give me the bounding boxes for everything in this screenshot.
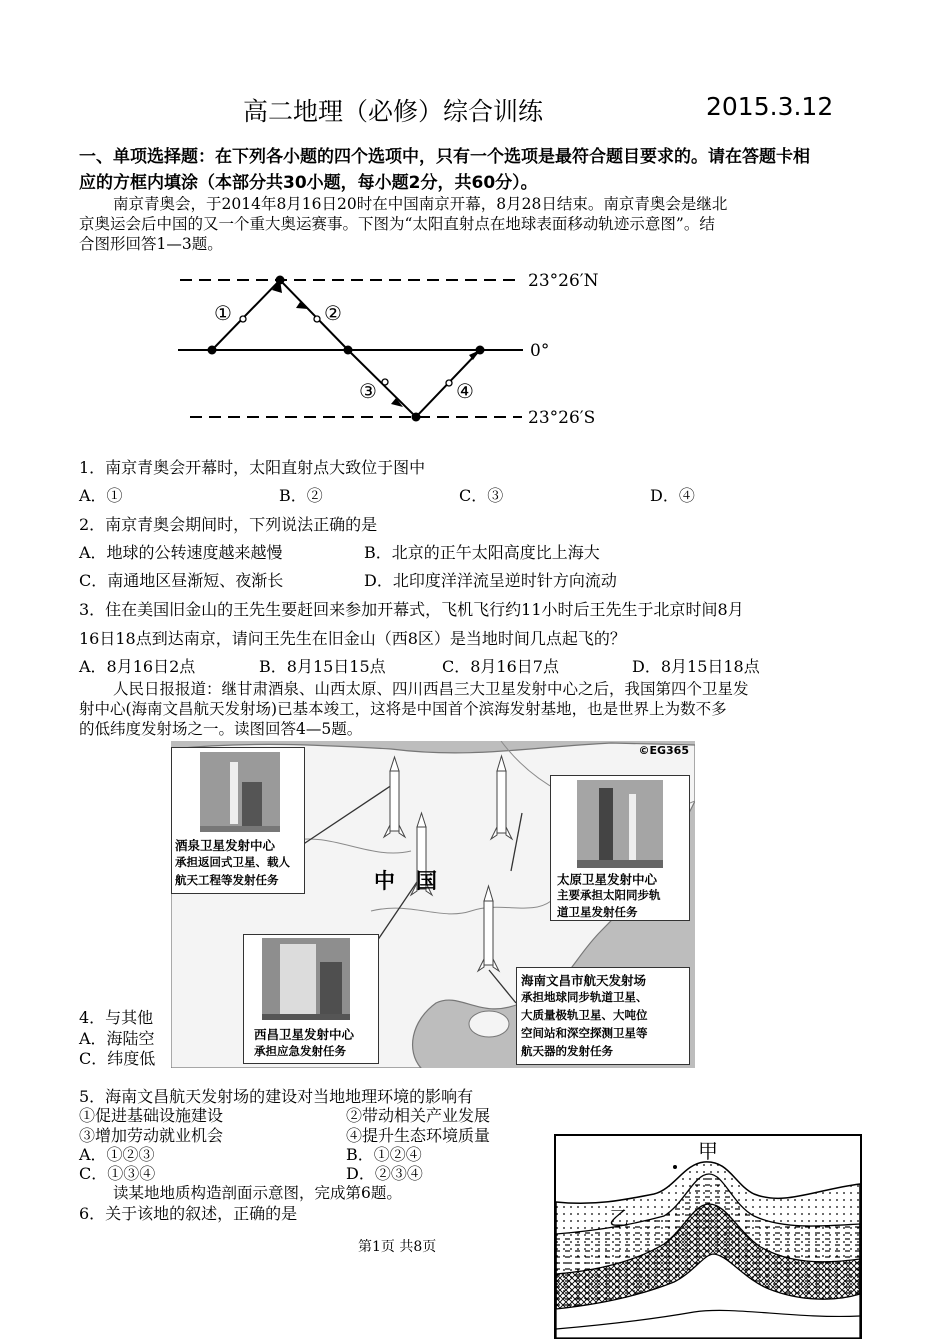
section-heading-line1: 一、单项选择题：在下列各小题的四个选项中，只有一个选项是最符合题目要求的。请在答题卡相 bbox=[79, 147, 810, 167]
jiuquan-name: 酒泉卫星发射中心 bbox=[175, 838, 276, 853]
position-marker-1 bbox=[240, 316, 246, 322]
jiuquan-desc1: 承担返回式卫星、载人 bbox=[175, 855, 290, 869]
marker-label-4: ④ bbox=[456, 379, 474, 403]
lat-north-label: 23°26′N bbox=[528, 271, 599, 291]
q3-stem-line2: 16日18点到达南京，请问王先生在旧金山（西8区）是当地时间几点起飞的？ bbox=[79, 629, 626, 648]
wenchang-card bbox=[516, 967, 690, 1065]
lat-equator-label: 0° bbox=[530, 341, 550, 361]
map-country-label: 中 国 bbox=[374, 869, 437, 893]
q1-option-b: B．② bbox=[279, 486, 323, 505]
xichang-card bbox=[243, 934, 379, 1064]
q5-item-3: ③增加劳动就业机会 bbox=[79, 1126, 224, 1145]
wenchang-desc3: 空间站和深空探测卫星等 bbox=[521, 1026, 648, 1040]
section-heading-line2: 应的方框内填涂（本部分共30小题，每小题2分，共60分）。 bbox=[79, 173, 538, 193]
intro2-line1: 人民日报报道：继甘肃酒泉、山西太原、四川西昌三大卫星发射中心之后，我国第四个卫星发 bbox=[113, 680, 749, 698]
q1-stem: 1．南京青奥会开幕时，太阳直射点大致位于图中 bbox=[79, 458, 426, 477]
geology-label-jia: 甲 bbox=[698, 1139, 718, 1163]
marker-label-1: ① bbox=[214, 301, 232, 325]
q1-option-a: A．① bbox=[79, 486, 123, 505]
jiuquan-photo bbox=[200, 752, 280, 832]
q4-stem: 4．与其他 bbox=[79, 1008, 154, 1027]
jiuquan-card bbox=[171, 747, 305, 894]
marker-label-2: ② bbox=[324, 301, 342, 325]
track-point bbox=[276, 276, 285, 285]
q3-option-c: C．8月16日7点 bbox=[442, 657, 559, 676]
position-marker-2 bbox=[314, 316, 320, 322]
marker-label-3: ③ bbox=[359, 379, 377, 403]
intro1-line1: 南京青奥会，于2014年8月16日20时在中国南京开幕，8月28日结束。南京青奥会是继北 bbox=[113, 195, 728, 213]
track-point bbox=[476, 346, 485, 355]
intro3-text: 读某地地质构造剖面示意图，完成第6题。 bbox=[113, 1184, 402, 1202]
jiuquan-desc2: 航天工程等发射任务 bbox=[175, 873, 279, 887]
q5-item-4: ④提升生态环境质量 bbox=[346, 1126, 491, 1145]
q3-option-a: A．8月16日2点 bbox=[79, 657, 196, 676]
q5-option-c: C．①③④ bbox=[79, 1164, 156, 1183]
xichang-desc1: 承担应急发射任务 bbox=[254, 1044, 346, 1058]
taiyuan-card bbox=[550, 775, 690, 921]
q3-option-b: B．8月15日15点 bbox=[259, 657, 386, 676]
q4-option-a: A．海陆空 bbox=[79, 1029, 155, 1048]
q4-option-c: C．纬度低 bbox=[79, 1049, 156, 1068]
launch-sites-map bbox=[171, 741, 695, 1068]
q5-item-2: ②带动相关产业发展 bbox=[346, 1106, 491, 1125]
q5-stem: 5．海南文昌航天发射场的建设对当地地理环境的影响有 bbox=[79, 1087, 474, 1106]
q3-option-d: D．8月15日18点 bbox=[632, 657, 760, 676]
wenchang-name: 海南文昌市航天发射场 bbox=[521, 973, 647, 988]
q5-option-d: D．②③④ bbox=[346, 1164, 423, 1183]
q2-stem: 2．南京青奥会期间时，下列说法正确的是 bbox=[79, 515, 378, 534]
sun-track-diagram bbox=[170, 262, 620, 432]
map-copyright: ©EG365 bbox=[638, 744, 689, 757]
geology-profile-diagram bbox=[554, 1134, 864, 1340]
q2-option-c: C．南通地区昼渐短、夜渐长 bbox=[79, 571, 284, 590]
exam-date: 2015.3.12 bbox=[706, 92, 834, 121]
taiyuan-name: 太原卫星发射中心 bbox=[557, 872, 658, 887]
taiyuan-desc2: 道卫星发射任务 bbox=[557, 905, 638, 919]
intro1-line3: 合图形回答1—3题。 bbox=[79, 235, 223, 253]
taiyuan-photo bbox=[577, 780, 663, 868]
xichang-name: 西昌卫星发射中心 bbox=[254, 1027, 355, 1042]
page-footer: 第1页 共8页 bbox=[358, 1239, 437, 1255]
track-point bbox=[412, 413, 421, 422]
q5-item-1: ①促进基础设施建设 bbox=[79, 1106, 224, 1125]
intro1-line2: 京奥运会后中国的又一个重大奥运赛事。下图为“太阳直射点在地球表面移动轨迹示意图”。结 bbox=[79, 215, 715, 233]
geology-label-yi: 乙 bbox=[609, 1206, 629, 1230]
wenchang-desc2: 大质量极轨卫星、大吨位 bbox=[521, 1008, 648, 1022]
wenchang-desc1: 承担地球同步轨道卫星、 bbox=[521, 990, 648, 1004]
q2-option-d: D．北印度洋洋流呈逆时针方向流动 bbox=[364, 571, 617, 590]
position-marker-4 bbox=[446, 380, 452, 386]
lat-south-label: 23°26′S bbox=[528, 408, 596, 428]
track-point bbox=[208, 346, 217, 355]
q5-option-b: B．①②④ bbox=[346, 1145, 422, 1164]
q5-option-a: A．①②③ bbox=[79, 1145, 155, 1164]
wenchang-desc4: 航天器的发射任务 bbox=[521, 1044, 613, 1058]
position-marker-3 bbox=[382, 379, 388, 385]
q3-stem-line1: 3．住在美国旧金山的王先生要赶回来参加开幕式，飞机飞行约11小时后王先生于北京时间8月 bbox=[79, 600, 744, 619]
page-title: 高二地理（必修）综合训练 bbox=[243, 97, 544, 126]
track-point bbox=[344, 346, 353, 355]
q1-option-c: C．③ bbox=[459, 486, 504, 505]
xichang-photo bbox=[262, 938, 350, 1020]
taiyuan-desc1: 主要承担太阳同步轨 bbox=[557, 888, 661, 902]
q2-option-a: A．地球的公转速度越来越慢 bbox=[79, 543, 283, 562]
q1-option-d: D．④ bbox=[650, 486, 695, 505]
intro2-line3: 的低纬度发射场之一。读图回答4—5题。 bbox=[79, 720, 363, 738]
intro2-line2: 射中心(海南文昌航天发射场)已基本竣工，这将是中国首个滨海发射基地，也是世界上为数不多 bbox=[79, 700, 727, 718]
q6-stem: 6．关于该地的叙述，正确的是 bbox=[79, 1204, 298, 1223]
q2-option-b: B．北京的正午太阳高度比上海大 bbox=[364, 543, 600, 562]
